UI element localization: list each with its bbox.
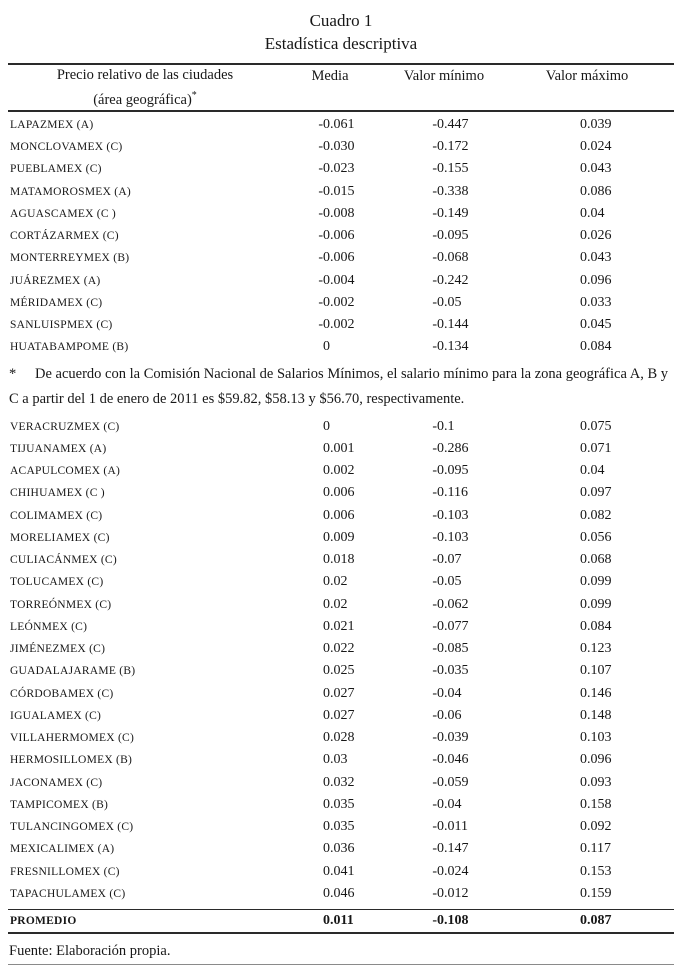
column-header-media: Media	[311, 68, 349, 84]
table-row	[8, 749, 674, 771]
city-label: JIMÉNEZMEX (C)	[10, 643, 106, 656]
section-2-rows	[8, 416, 674, 906]
min-value: -0 .035	[432, 663, 469, 679]
media-value: 0 .035	[323, 819, 355, 835]
city-label: TULANCINGOMEX (C)	[10, 821, 134, 834]
max-value: 0 .087	[580, 913, 612, 929]
table-row	[8, 158, 674, 180]
city-label: JACONAMEX (C)	[10, 776, 103, 789]
media-value: -0 .006	[318, 228, 355, 244]
city-label: COLIMAMEX (C)	[10, 509, 103, 522]
table-row	[8, 705, 674, 727]
city-label: VILLAHERMOMEX (C)	[10, 732, 135, 745]
column-header-max: Valor máximo	[545, 68, 629, 84]
media-value: 0 .021	[323, 618, 355, 634]
city-label: HERMOSILLOMEX (B)	[10, 754, 133, 767]
media-value: 0 .009	[323, 529, 355, 545]
document-page	[0, 10, 682, 970]
media-value: 0 .035	[323, 796, 355, 812]
max-value: 0 .04	[580, 463, 605, 479]
min-value: -0 .024	[432, 863, 469, 879]
footnote-marker: *	[9, 365, 17, 382]
city-label: TOLUCAMEX (C)	[10, 576, 104, 589]
table-row	[8, 416, 674, 438]
city-label: TORREÓNMEX (C)	[10, 598, 112, 611]
min-value: -0 .06	[432, 707, 462, 723]
media-value: 0 .02	[323, 574, 348, 590]
min-value: -0 .039	[432, 730, 469, 746]
column-header-price-line2	[8, 88, 282, 108]
max-value: 0 .146	[580, 685, 612, 701]
table-row	[8, 527, 674, 549]
rule-below-summary	[8, 932, 674, 934]
city-label: MONTERREYMEX (B)	[10, 252, 130, 265]
table-header-row	[8, 63, 674, 112]
media-value: -0 .006	[318, 250, 355, 266]
table-row	[8, 660, 674, 682]
footnote	[8, 362, 674, 413]
column-header-price	[8, 68, 282, 108]
max-value: 0 .082	[580, 507, 612, 523]
page-bottom-rule	[8, 964, 674, 965]
min-value: -0 .242	[432, 272, 469, 288]
table-row	[8, 292, 674, 314]
max-value: 0 .045	[580, 317, 612, 333]
table-row	[8, 270, 674, 292]
max-value: 0 .026	[580, 228, 612, 244]
table-row	[8, 883, 674, 905]
min-value: -0 .116	[432, 485, 468, 501]
city-label: MONCLOVAMEX (C)	[10, 141, 123, 154]
max-value: 0 .117	[580, 841, 611, 857]
media-value: -0 .015	[318, 183, 355, 199]
table-row	[8, 225, 674, 247]
city-label: CULIACÁNMEX (C)	[10, 554, 117, 567]
table-row	[8, 861, 674, 883]
min-value: -0 .04	[432, 685, 462, 701]
min-value: -0 .1	[432, 418, 455, 434]
city-label: VERACRUZMEX (C)	[10, 420, 120, 433]
media-value: 0 .002	[323, 463, 355, 479]
media-value: -0 .030	[318, 139, 355, 155]
max-value: 0 .103	[580, 730, 612, 746]
media-value: 0 .022	[323, 641, 355, 657]
source-note: Fuente: Elaboración propia.	[9, 943, 171, 960]
table-row	[8, 549, 674, 571]
min-value: -0 .05	[432, 294, 462, 310]
media-value: 0 .03	[323, 752, 348, 768]
min-value: -0 .155	[432, 161, 469, 177]
city-label: PROMEDIO	[10, 915, 77, 928]
max-value: 0 .099	[580, 574, 612, 590]
min-value: -0 .077	[432, 618, 469, 634]
media-value: -0 .002	[318, 317, 355, 333]
city-label: SANLUISPMEX (C)	[10, 319, 113, 332]
min-value: -0 .07	[432, 552, 462, 568]
max-value: 0 .099	[580, 596, 612, 612]
table-row	[8, 460, 674, 482]
min-value: -0 .103	[432, 529, 469, 545]
city-label: MATAMOROSMEX (A)	[10, 185, 131, 198]
media-value: 0 .006	[323, 507, 355, 523]
city-label: JUÁREZMEX (A)	[10, 274, 101, 287]
table-row	[8, 772, 674, 794]
max-value: 0 .096	[580, 752, 612, 768]
statistics-table	[8, 63, 674, 934]
min-value: -0 .447	[432, 116, 469, 132]
table-row	[8, 727, 674, 749]
city-label: TAPACHULAMEX (C)	[10, 887, 126, 900]
city-label: HUATABAMPOME (B)	[10, 341, 129, 354]
city-label: CHIHUAMEX (C )	[10, 487, 105, 500]
table-row	[8, 910, 674, 932]
media-value: 0 .001	[323, 440, 355, 456]
max-value: 0 .086	[580, 183, 612, 199]
media-value: 0 .036	[323, 841, 355, 857]
max-value: 0 .158	[580, 796, 612, 812]
max-value: 0 .024	[580, 139, 612, 155]
city-label: CORTÁZARMEX (C)	[10, 230, 119, 243]
min-value: -0 .103	[432, 507, 469, 523]
table-row	[8, 838, 674, 860]
city-label: ACAPULCOMEX (A)	[10, 465, 121, 478]
media-value: 0	[323, 418, 330, 434]
table-row	[8, 247, 674, 269]
min-value: -0 .062	[432, 596, 469, 612]
city-label: TIJUANAMEX (A)	[10, 442, 107, 455]
table-row	[8, 482, 674, 504]
media-value: -0 .061	[318, 116, 355, 132]
max-value: 0 .039	[580, 116, 612, 132]
media-value: 0 .018	[323, 552, 355, 568]
table-row	[8, 136, 674, 158]
media-value: 0 .011	[323, 913, 354, 929]
min-value: -0 .068	[432, 250, 469, 266]
max-value: 0 .068	[580, 552, 612, 568]
media-value: 0 .032	[323, 774, 355, 790]
max-value: 0 .159	[580, 885, 612, 901]
media-value: -0 .008	[318, 205, 355, 221]
column-header-price-line2-text: (área geográfica)	[93, 91, 192, 108]
min-value: -0 .108	[432, 913, 469, 929]
max-value: 0 .097	[580, 485, 612, 501]
table-subtitle: Estadística descriptiva	[264, 34, 418, 53]
city-label: MEXICALIMEX (A)	[10, 843, 115, 856]
media-value: 0 .025	[323, 663, 355, 679]
table-row	[8, 683, 674, 705]
city-label: CÓRDOBAMEX (C)	[10, 687, 114, 700]
min-value: -0 .04	[432, 796, 462, 812]
min-value: -0 .144	[432, 317, 469, 333]
section-1-rows	[8, 112, 674, 359]
max-value: 0 .033	[580, 294, 612, 310]
media-value: -0 .002	[318, 294, 355, 310]
summary-row-container	[8, 910, 674, 932]
city-label: PUEBLAMEX (C)	[10, 163, 102, 176]
media-value: 0 .046	[323, 885, 355, 901]
max-value: 0 .056	[580, 529, 612, 545]
max-value: 0 .071	[580, 440, 612, 456]
min-value: -0 .012	[432, 885, 469, 901]
table-row	[8, 571, 674, 593]
media-value: -0 .004	[318, 272, 355, 288]
min-value: -0 .05	[432, 574, 462, 590]
max-value: 0 .084	[580, 618, 612, 634]
city-label: MÉRIDAMEX (C)	[10, 296, 103, 309]
max-value: 0 .04	[580, 205, 605, 221]
city-label: TAMPICOMEX (B)	[10, 798, 109, 811]
table-row	[8, 114, 674, 136]
max-value: 0 .043	[580, 250, 612, 266]
table-row	[8, 616, 674, 638]
media-value: 0 .027	[323, 707, 355, 723]
max-value: 0 .075	[580, 418, 612, 434]
media-value: 0 .006	[323, 485, 355, 501]
min-value: -0 .147	[432, 841, 469, 857]
media-value: 0 .02	[323, 596, 348, 612]
table-row	[8, 314, 674, 336]
min-value: -0 .011	[432, 819, 468, 835]
max-value: 0 .096	[580, 272, 612, 288]
min-value: -0 .085	[432, 641, 469, 657]
min-value: -0 .046	[432, 752, 469, 768]
city-label: LAPAZMEX (A)	[10, 118, 94, 131]
column-header-min: Valor mínimo	[403, 68, 485, 84]
table-row	[8, 816, 674, 838]
min-value: -0 .095	[432, 463, 469, 479]
table-row	[8, 203, 674, 225]
table-row	[8, 438, 674, 460]
media-value: -0 .023	[318, 161, 355, 177]
media-value: 0 .027	[323, 685, 355, 701]
max-value: 0 .153	[580, 863, 612, 879]
media-value: 0	[323, 339, 330, 355]
table-row	[8, 336, 674, 358]
city-label: LEÓNMEX (C)	[10, 620, 88, 633]
min-value: -0 .134	[432, 339, 469, 355]
city-label: MORELIAMEX (C)	[10, 531, 110, 544]
min-value: -0 .149	[432, 205, 469, 221]
table-row	[8, 794, 674, 816]
max-value: 0 .093	[580, 774, 612, 790]
city-label: IGUALAMEX (C)	[10, 709, 102, 722]
table-row	[8, 505, 674, 527]
min-value: -0 .059	[432, 774, 469, 790]
max-value: 0 .148	[580, 707, 612, 723]
footnote-marker-sup: *	[191, 90, 197, 101]
media-value: 0 .041	[323, 863, 355, 879]
footnote-text: De acuerdo con la Comisión Nacional de Salarios Mínimos, el salario mínimo para la zona geográfica A, B y C a partir del 1 de enero de 2011 es $59.82, $58.13 y $56.70, respectivamente.	[9, 365, 668, 408]
min-value: -0 .286	[432, 440, 469, 456]
max-value: 0 .043	[580, 161, 612, 177]
max-value: 0 .092	[580, 819, 612, 835]
max-value: 0 .107	[580, 663, 612, 679]
city-label: GUADALAJARAME (B)	[10, 665, 136, 678]
min-value: -0 .338	[432, 183, 469, 199]
table-row	[8, 594, 674, 616]
table-title: Cuadro 1	[309, 11, 373, 30]
min-value: -0 .172	[432, 139, 469, 155]
city-label: FRESNILLOMEX (C)	[10, 865, 120, 878]
city-label: AGUASCAMEX (C )	[10, 207, 116, 220]
max-value: 0 .084	[580, 339, 612, 355]
column-header-price-line1: Precio relativo de las ciudades	[56, 67, 234, 83]
max-value: 0 .123	[580, 641, 612, 657]
table-row	[8, 638, 674, 660]
min-value: -0 .095	[432, 228, 469, 244]
table-row	[8, 181, 674, 203]
media-value: 0 .028	[323, 730, 355, 746]
